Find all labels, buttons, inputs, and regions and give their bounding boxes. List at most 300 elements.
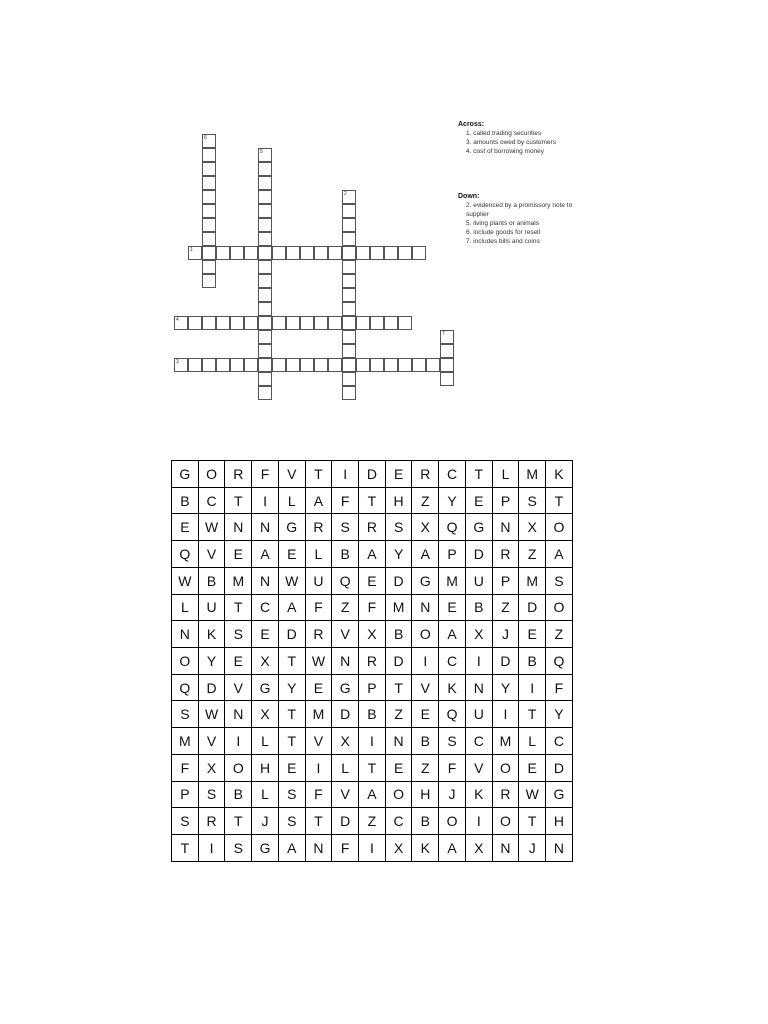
crossword-cell[interactable] [314,246,328,260]
letter-cell[interactable]: T [385,674,412,701]
letter-cell[interactable]: S [278,781,305,808]
letter-cell[interactable]: K [198,621,225,648]
letter-cell[interactable]: R [305,621,332,648]
crossword-cell[interactable] [412,246,426,260]
letter-cell[interactable]: L [252,781,279,808]
letter-cell[interactable]: W [305,648,332,675]
letter-cell[interactable]: A [412,541,439,568]
letter-cell[interactable]: G [332,674,359,701]
letter-cell[interactable]: Q [332,567,359,594]
letter-cell[interactable]: R [412,461,439,488]
letter-cell[interactable]: F [332,487,359,514]
letter-cell[interactable]: S [172,808,199,835]
letter-cell[interactable]: S [278,808,305,835]
letter-cell[interactable]: J [492,621,519,648]
crossword-cell[interactable] [342,260,356,274]
letter-cell[interactable]: O [385,781,412,808]
crossword-cell[interactable] [342,288,356,302]
crossword-cell[interactable] [342,372,356,386]
crossword-cell[interactable] [202,218,216,232]
letter-cell[interactable]: D [198,674,225,701]
letter-cell[interactable]: U [465,567,492,594]
crossword-cell[interactable] [216,316,230,330]
crossword-cell[interactable] [202,260,216,274]
letter-cell[interactable]: M [439,567,466,594]
letter-cell[interactable]: B [198,567,225,594]
letter-cell[interactable]: Z [412,487,439,514]
letter-cell[interactable]: C [465,728,492,755]
crossword-cell[interactable] [300,246,314,260]
letter-cell[interactable]: K [546,461,573,488]
letter-cell[interactable]: X [252,648,279,675]
crossword-cell[interactable] [342,330,356,344]
crossword-cell[interactable] [258,218,272,232]
letter-cell[interactable]: S [198,781,225,808]
letter-cell[interactable]: X [412,514,439,541]
letter-cell[interactable]: I [198,835,225,862]
letter-cell[interactable]: V [278,461,305,488]
letter-cell[interactable]: E [225,541,252,568]
crossword-cell[interactable] [342,246,356,260]
letter-cell[interactable]: J [252,808,279,835]
letter-cell[interactable]: V [465,754,492,781]
crossword-cell[interactable] [244,246,258,260]
letter-cell[interactable]: R [225,461,252,488]
letter-cell[interactable]: L [492,461,519,488]
letter-cell[interactable]: Q [546,648,573,675]
letter-cell[interactable]: R [305,514,332,541]
letter-cell[interactable]: L [278,487,305,514]
letter-cell[interactable]: T [225,808,252,835]
letter-cell[interactable]: U [198,594,225,621]
letter-cell[interactable]: E [278,541,305,568]
letter-cell[interactable]: E [385,461,412,488]
letter-cell[interactable]: A [546,541,573,568]
letter-cell[interactable]: N [492,835,519,862]
letter-cell[interactable]: T [278,728,305,755]
letter-cell[interactable]: N [546,835,573,862]
crossword-cell[interactable] [258,330,272,344]
letter-cell[interactable]: V [198,541,225,568]
letter-cell[interactable]: F [332,835,359,862]
letter-cell[interactable]: P [172,781,199,808]
letter-cell[interactable]: O [172,648,199,675]
crossword-cell[interactable] [342,218,356,232]
crossword-cell[interactable] [440,344,454,358]
letter-cell[interactable]: O [546,594,573,621]
letter-cell[interactable]: H [252,754,279,781]
letter-cell[interactable]: A [278,835,305,862]
letter-cell[interactable]: H [412,781,439,808]
letter-cell[interactable]: F [305,594,332,621]
crossword-cell[interactable] [216,246,230,260]
letter-cell[interactable]: P [439,541,466,568]
letter-cell[interactable]: O [412,621,439,648]
crossword-cell[interactable] [230,246,244,260]
letter-cell[interactable]: H [546,808,573,835]
letter-cell[interactable]: J [439,781,466,808]
letter-cell[interactable]: V [332,781,359,808]
crossword-cell[interactable] [188,316,202,330]
letter-cell[interactable]: E [172,514,199,541]
letter-cell[interactable]: Y [546,701,573,728]
letter-cell[interactable]: U [305,567,332,594]
letter-cell[interactable]: F [172,754,199,781]
crossword-cell[interactable] [230,316,244,330]
letter-cell[interactable]: I [305,754,332,781]
crossword-cell[interactable] [258,316,272,330]
letter-cell[interactable]: D [332,701,359,728]
crossword-cell[interactable] [188,246,202,260]
letter-cell[interactable]: W [278,567,305,594]
crossword-cell[interactable] [258,204,272,218]
letter-cell[interactable]: N [465,674,492,701]
letter-cell[interactable]: W [198,514,225,541]
letter-cell[interactable]: I [465,648,492,675]
letter-cell[interactable]: T [305,461,332,488]
letter-cell[interactable]: K [412,835,439,862]
letter-cell[interactable]: E [519,621,546,648]
letter-cell[interactable]: N [252,567,279,594]
letter-cell[interactable]: I [412,648,439,675]
letter-cell[interactable]: T [519,701,546,728]
crossword-cell[interactable] [258,246,272,260]
letter-cell[interactable]: A [439,835,466,862]
crossword-cell[interactable] [398,246,412,260]
letter-cell[interactable]: E [278,754,305,781]
crossword-cell[interactable] [202,358,216,372]
crossword-cell[interactable] [300,316,314,330]
crossword-cell[interactable] [202,190,216,204]
letter-cell[interactable]: I [359,728,386,755]
crossword-cell[interactable] [272,358,286,372]
letter-cell[interactable]: T [359,754,386,781]
letter-cell[interactable]: A [252,541,279,568]
letter-cell[interactable]: H [385,487,412,514]
crossword-cell[interactable] [258,344,272,358]
letter-cell[interactable]: S [546,567,573,594]
crossword-cell[interactable] [328,316,342,330]
crossword-cell[interactable] [342,358,356,372]
letter-cell[interactable]: S [385,514,412,541]
crossword-cell[interactable] [384,316,398,330]
letter-cell[interactable]: C [252,594,279,621]
crossword-cell[interactable] [398,358,412,372]
crossword-cell[interactable] [202,176,216,190]
letter-cell[interactable]: E [385,754,412,781]
letter-cell[interactable]: R [492,781,519,808]
letter-cell[interactable]: S [225,621,252,648]
letter-cell[interactable]: L [519,728,546,755]
crossword-cell[interactable] [202,148,216,162]
letter-cell[interactable]: D [278,621,305,648]
letter-cell[interactable]: L [305,541,332,568]
letter-cell[interactable]: T [305,808,332,835]
letter-cell[interactable]: W [519,781,546,808]
crossword-cell[interactable] [426,358,440,372]
letter-cell[interactable]: Q [172,674,199,701]
crossword-cell[interactable] [342,232,356,246]
letter-cell[interactable]: O [439,808,466,835]
letter-cell[interactable]: F [305,781,332,808]
letter-cell[interactable]: G [546,781,573,808]
crossword-cell[interactable] [286,246,300,260]
crossword-cell[interactable] [384,246,398,260]
letter-cell[interactable]: E [225,648,252,675]
crossword-cell[interactable] [202,316,216,330]
letter-cell[interactable]: I [492,701,519,728]
letter-cell[interactable]: D [546,754,573,781]
crossword-cell[interactable] [258,302,272,316]
letter-cell[interactable]: B [225,781,252,808]
letter-cell[interactable]: I [252,487,279,514]
letter-cell[interactable]: B [412,808,439,835]
letter-cell[interactable]: M [172,728,199,755]
letter-cell[interactable]: N [332,648,359,675]
letter-cell[interactable]: L [252,728,279,755]
letter-cell[interactable]: X [465,621,492,648]
letter-cell[interactable]: Z [332,594,359,621]
crossword-cell[interactable] [300,358,314,372]
letter-cell[interactable]: X [252,701,279,728]
letter-cell[interactable]: O [198,461,225,488]
letter-cell[interactable]: F [546,674,573,701]
crossword-cell[interactable] [356,358,370,372]
letter-cell[interactable]: Q [172,541,199,568]
letter-cell[interactable]: E [305,674,332,701]
letter-cell[interactable]: R [492,541,519,568]
crossword-cell[interactable] [202,162,216,176]
letter-cell[interactable]: B [332,541,359,568]
crossword-cell[interactable] [342,302,356,316]
crossword-cell[interactable] [244,358,258,372]
crossword-cell[interactable] [258,260,272,274]
letter-cell[interactable]: M [492,728,519,755]
letter-cell[interactable]: T [225,487,252,514]
crossword-cell[interactable] [174,358,188,372]
letter-cell[interactable]: X [385,835,412,862]
crossword-cell[interactable] [202,232,216,246]
crossword-cell[interactable] [258,176,272,190]
letter-cell[interactable]: I [465,808,492,835]
letter-cell[interactable]: T [546,487,573,514]
letter-cell[interactable]: B [519,648,546,675]
letter-cell[interactable]: X [465,835,492,862]
letter-cell[interactable]: Q [439,514,466,541]
letter-cell[interactable]: B [359,701,386,728]
crossword-cell[interactable] [258,358,272,372]
letter-cell[interactable]: Y [278,674,305,701]
letter-cell[interactable]: G [252,835,279,862]
letter-cell[interactable]: Z [492,594,519,621]
letter-cell[interactable]: E [412,701,439,728]
crossword-cell[interactable] [342,316,356,330]
letter-cell[interactable]: E [439,594,466,621]
letter-cell[interactable]: T [278,648,305,675]
crossword-cell[interactable] [202,274,216,288]
crossword-cell[interactable] [244,316,258,330]
crossword-cell[interactable] [440,330,454,344]
crossword-cell[interactable] [272,246,286,260]
crossword-cell[interactable] [342,190,356,204]
crossword-cell[interactable] [258,162,272,176]
letter-cell[interactable]: S [519,487,546,514]
letter-cell[interactable]: T [465,461,492,488]
crossword-cell[interactable] [370,246,384,260]
letter-cell[interactable]: I [519,674,546,701]
letter-cell[interactable]: B [385,621,412,648]
letter-cell[interactable]: S [439,728,466,755]
letter-cell[interactable]: D [519,594,546,621]
letter-cell[interactable]: F [439,754,466,781]
letter-cell[interactable]: L [332,754,359,781]
letter-cell[interactable]: O [492,754,519,781]
letter-cell[interactable]: E [252,621,279,648]
crossword-cell[interactable] [356,246,370,260]
crossword-cell[interactable] [314,358,328,372]
letter-cell[interactable]: M [305,701,332,728]
letter-cell[interactable]: D [332,808,359,835]
letter-cell[interactable]: C [439,461,466,488]
letter-cell[interactable]: G [252,674,279,701]
crossword-cell[interactable] [356,316,370,330]
letter-cell[interactable]: Y [385,541,412,568]
letter-cell[interactable]: O [225,754,252,781]
letter-cell[interactable]: B [412,728,439,755]
letter-cell[interactable]: F [252,461,279,488]
crossword-cell[interactable] [188,358,202,372]
letter-cell[interactable]: Y [439,487,466,514]
crossword-cell[interactable] [328,246,342,260]
letter-cell[interactable]: N [225,701,252,728]
crossword-cell[interactable] [328,358,342,372]
letter-cell[interactable]: Q [439,701,466,728]
letter-cell[interactable]: N [385,728,412,755]
crossword-cell[interactable] [174,316,188,330]
crossword-cell[interactable] [258,190,272,204]
letter-cell[interactable]: O [546,514,573,541]
letter-cell[interactable]: Z [385,701,412,728]
letter-cell[interactable]: M [519,461,546,488]
letter-cell[interactable]: Z [359,808,386,835]
letter-cell[interactable]: Z [412,754,439,781]
crossword-cell[interactable] [258,148,272,162]
letter-cell[interactable]: R [359,514,386,541]
letter-cell[interactable]: D [465,541,492,568]
letter-cell[interactable]: A [359,781,386,808]
letter-cell[interactable]: D [385,567,412,594]
crossword-cell[interactable] [342,204,356,218]
letter-cell[interactable]: W [172,567,199,594]
letter-cell[interactable]: Y [198,648,225,675]
letter-cell[interactable]: P [492,567,519,594]
letter-cell[interactable]: M [519,567,546,594]
letter-cell[interactable]: X [332,728,359,755]
crossword-cell[interactable] [342,274,356,288]
crossword-cell[interactable] [286,358,300,372]
letter-cell[interactable]: P [492,487,519,514]
letter-cell[interactable]: D [492,648,519,675]
letter-cell[interactable]: D [359,461,386,488]
letter-cell[interactable]: G [412,567,439,594]
letter-cell[interactable]: R [198,808,225,835]
letter-cell[interactable]: J [519,835,546,862]
letter-cell[interactable]: L [172,594,199,621]
letter-cell[interactable]: N [172,621,199,648]
letter-cell[interactable]: C [198,487,225,514]
letter-cell[interactable]: E [359,567,386,594]
letter-cell[interactable]: O [492,808,519,835]
letter-cell[interactable]: T [519,808,546,835]
letter-cell[interactable]: E [519,754,546,781]
letter-cell[interactable]: G [172,461,199,488]
crossword-cell[interactable] [398,316,412,330]
letter-cell[interactable]: C [439,648,466,675]
letter-cell[interactable]: V [198,728,225,755]
letter-cell[interactable]: M [385,594,412,621]
letter-cell[interactable]: B [465,594,492,621]
crossword-cell[interactable] [258,386,272,400]
letter-cell[interactable]: A [305,487,332,514]
letter-cell[interactable]: E [465,487,492,514]
letter-cell[interactable]: T [172,835,199,862]
letter-cell[interactable]: I [225,728,252,755]
letter-cell[interactable]: S [332,514,359,541]
letter-cell[interactable]: X [359,621,386,648]
letter-cell[interactable]: V [332,621,359,648]
letter-cell[interactable]: I [332,461,359,488]
crossword-cell[interactable] [370,358,384,372]
letter-cell[interactable]: N [305,835,332,862]
crossword-cell[interactable] [440,372,454,386]
letter-cell[interactable]: D [385,648,412,675]
letter-cell[interactable]: G [278,514,305,541]
crossword-cell[interactable] [314,316,328,330]
letter-cell[interactable]: I [359,835,386,862]
letter-cell[interactable]: V [412,674,439,701]
crossword-cell[interactable] [412,358,426,372]
letter-cell[interactable]: X [519,514,546,541]
letter-cell[interactable]: B [172,487,199,514]
letter-cell[interactable]: K [439,674,466,701]
crossword-cell[interactable] [342,386,356,400]
letter-cell[interactable]: W [198,701,225,728]
letter-cell[interactable]: A [278,594,305,621]
crossword-cell[interactable] [258,274,272,288]
crossword-cell[interactable] [258,232,272,246]
crossword-cell[interactable] [258,288,272,302]
letter-cell[interactable]: M [225,567,252,594]
letter-cell[interactable]: V [225,674,252,701]
letter-cell[interactable]: S [172,701,199,728]
crossword-cell[interactable] [370,316,384,330]
crossword-cell[interactable] [258,372,272,386]
letter-cell[interactable]: K [465,781,492,808]
letter-cell[interactable]: T [359,487,386,514]
crossword-cell[interactable] [272,316,286,330]
crossword-cell[interactable] [286,316,300,330]
crossword-cell[interactable] [440,358,454,372]
letter-cell[interactable]: N [225,514,252,541]
letter-cell[interactable]: Z [546,621,573,648]
crossword-cell[interactable] [342,344,356,358]
letter-cell[interactable]: Z [519,541,546,568]
crossword-cell[interactable] [202,246,216,260]
letter-cell[interactable]: S [225,835,252,862]
letter-cell[interactable]: N [252,514,279,541]
letter-cell[interactable]: C [546,728,573,755]
letter-cell[interactable]: N [492,514,519,541]
